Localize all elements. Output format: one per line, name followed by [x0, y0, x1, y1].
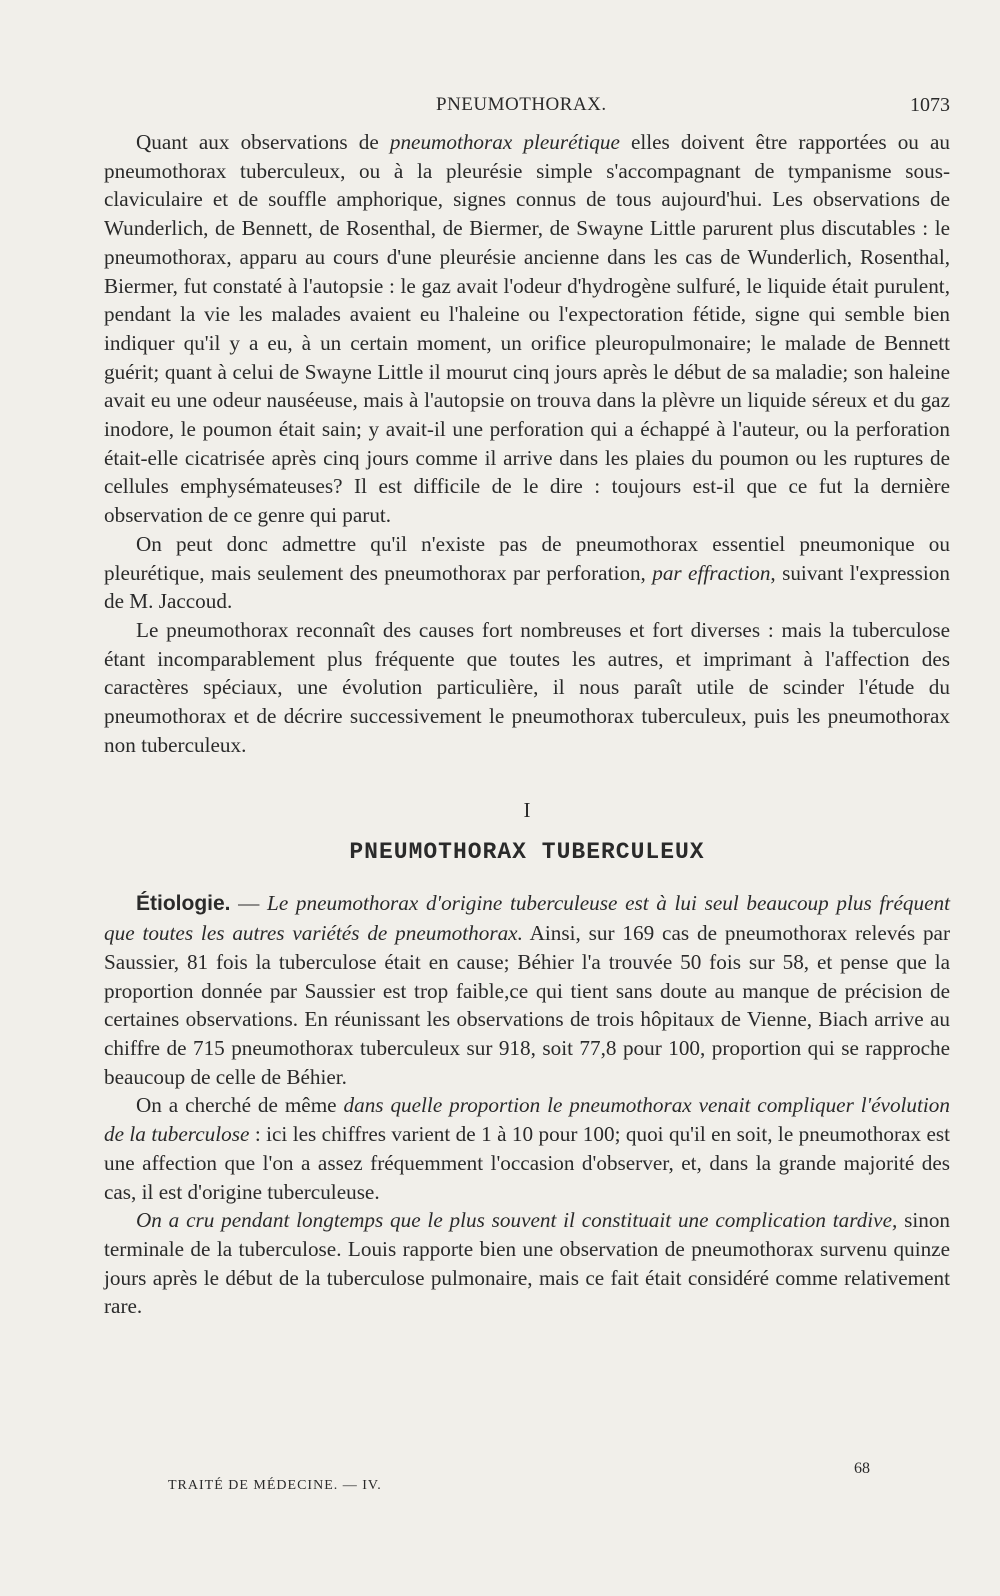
- italic-run: pneumothorax pleurétique: [389, 130, 620, 154]
- book-title: TRAITÉ DE MÉDECINE. — IV.: [168, 1478, 382, 1493]
- text-run: , suivant l'expression de M. Jaccoud.: [104, 560, 950, 614]
- text-run: Quant aux observations de: [136, 130, 390, 154]
- italic-run: dans quelle proportion le pneumothorax venait compliquer l'évolution de la tuberculose: [104, 1093, 950, 1147]
- text-run: elles doivent être rapportées ou au pneumothorax tuberculeux, ou à la pleurésie simple s'accompagnant de tympanisme sous-claviculaire et de souffle amphorique, signes connus de tous aujourd'hui. Les observations de Wunderlich, de Bennett, de Rosenthal, de Biermer, de Swayne Little parurent plus discutables : le pneumothorax, apparu au cours d'une pleurésie ancienne dans les cas de Wunderlich, Rosenthal, Biermer, fut constaté à l'autopsie : le gaz avait l'odeur d'hydrogène sulfuré, le liquide était purulent, pendant la vie les malades avaient eu l'haleine ou l'expectoration fétide, signe qui semble bien indiquer qu'il y a eu, à un certain moment, un orifice pleuropulmonaire; le malade de Bennett guérit; quant à celui de Swayne Little il mourut cinq jours après le début de sa maladie; son haleine avait eu une odeur nauséeuse, mais à l'autopsie on trouva dans la plèvre un liquide séreux et du gaz inodore, le poumon était sain; y avait-il une perforation qui a échappé à l'auteur, ou la perforation était-elle cicatrisée après cinq jours comme il arrive dans les plaies du poumon ou les ruptures de cellules emphysémateuses? Il est difficile de le dire : toujours est-il que ce fut la dernière observation de ce genre qui parut.: [104, 130, 950, 528]
- text-run: Ainsi, sur 169 cas de pneumothorax relevés par Saussier, 81 fois la tuberculose était en cause; Béhier l'a trouvée 50 fois sur 58, et pense que la proportion donnée par Saussier est trop faible,ce qui tient sans doute au manque de précision de certaines observations. En réunissant les observations de trois hôpitaux de Vienne, Biach arrive au chiffre de 715 pneumothorax tuberculeux sur 918, soit 77,8 pour 100, proportion qui se rapproche beaucoup de celle de Béhier.: [104, 921, 950, 1089]
- page-body: [104, 128, 950, 1321]
- page-footer: [104, 1460, 950, 1500]
- paragraph-3: Le pneumothorax reconnaît des causes fort nombreuses et fort diverses : mais la tuberculose étant incomparablement plus fréquente que toutes les autres, et imprimant à l'affection des caractères spéciaux, une évolution particulière, il nous paraît utile de scinder l'étude du pneumothorax et de décrire successivement le pneumothorax tuberculeux, puis les pneumothorax non tuberculeux.: [104, 617, 950, 757]
- text-run: sinon terminale de la tuberculose. Louis rapporte bien une observation de pneumothorax survenu quinze jours après le début de la tuberculose pulmonaire, mais ce fait était considéré comme relativement rare.: [104, 1208, 951, 1319]
- text-run: —: [230, 891, 268, 916]
- section-title: PNEUMOTHORAX TUBERCULEUX: [349, 839, 705, 866]
- paragraph-4: [104, 889, 950, 1091]
- italic-run: par effraction: [652, 560, 771, 585]
- paragraph-2: [104, 530, 950, 616]
- paragraph-5: [104, 1091, 950, 1206]
- text-run: : ici les chiffres varient de 1 à 10 pour 100; quoi qu'il en soit, le pneumothorax est une affection que l'on a assez fréquemment l'occasion d'observer, et, dans la grande majorité des cas, il est d'origine tuberculeuse.: [104, 1122, 950, 1204]
- paragraph-6: [104, 1206, 950, 1321]
- section-number: I: [523, 798, 531, 823]
- running-title: PNEUMOTHORAX.: [436, 94, 607, 115]
- italic-run: Le pneumothorax d'origine tuberculeuse est à lui seul beaucoup plus fréquent que toutes les autres variétés de pneumothorax.: [104, 891, 951, 946]
- subsection-heading: Étiologie.: [136, 892, 231, 916]
- paragraph-1: [104, 128, 950, 530]
- signature-number: 68: [854, 1460, 870, 1477]
- text-run: On peut donc admettre qu'il n'existe pas de pneumothorax essentiel pneumonique ou pleurétique, mais seulement des pneumothorax par perforation,: [104, 531, 950, 585]
- page-number: 1073: [910, 94, 950, 116]
- text-run: On a cherché de même: [136, 1093, 344, 1118]
- running-header: [104, 94, 950, 120]
- italic-run: On a cru pendant longtemps que le plus souvent il constituait une complication tardive,: [136, 1208, 898, 1233]
